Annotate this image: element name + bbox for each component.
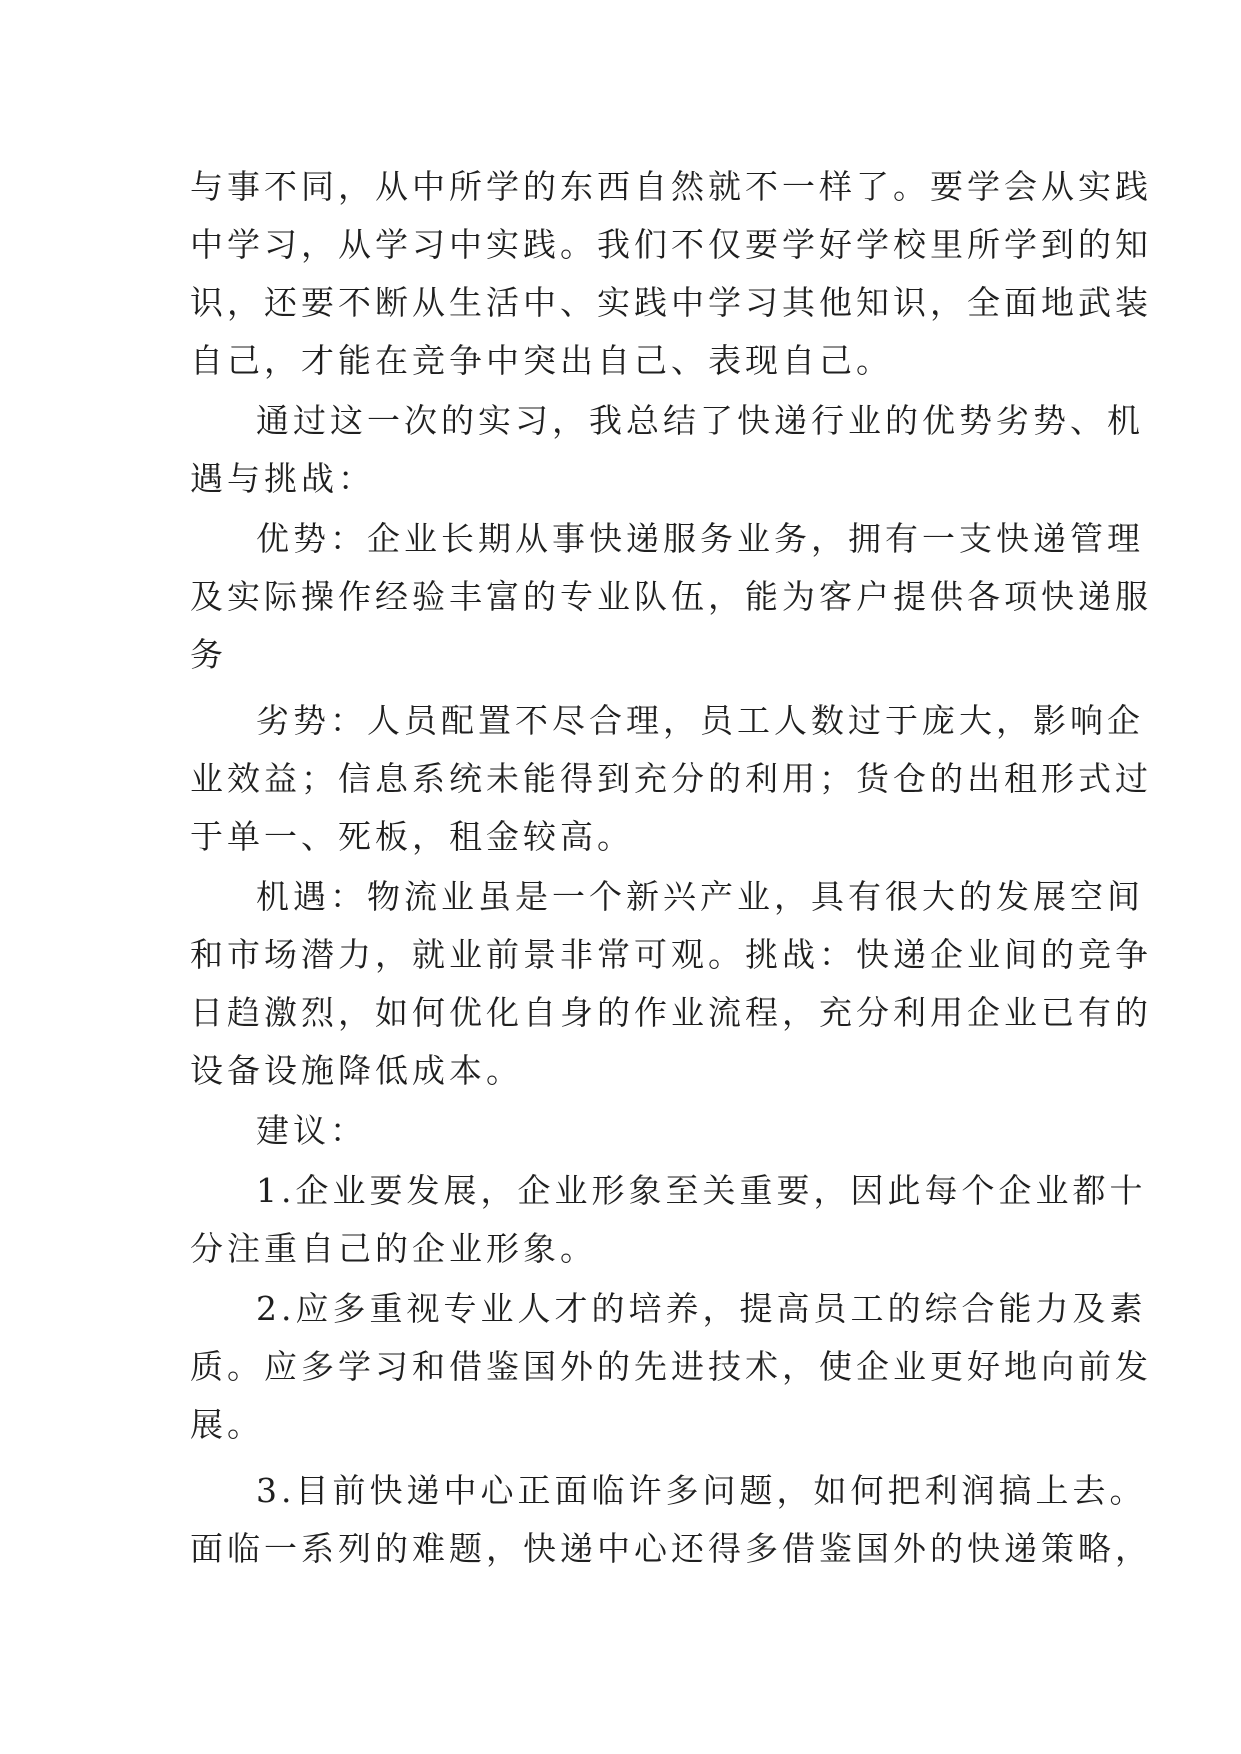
paragraph-start-line: 优势：企业长期从事快递服务业务，拥有一支快递管理	[256, 519, 1144, 558]
paragraph-start-line: 通过这一次的实习，我总结了快递行业的优势劣势、机	[256, 401, 1144, 440]
text-line: 面临一系列的难题，快递中心还得多借鉴国外的快递策略，	[190, 1529, 1152, 1568]
text-line: 设备设施降低成本。	[190, 1051, 523, 1090]
list-item-line: 1.企业要发展，企业形象至关重要，因此每个企业都十	[256, 1171, 1147, 1210]
text-line: 及实际操作经验丰富的专业队伍，能为客户提供各项快递服	[190, 577, 1152, 616]
text-line: 业效益；信息系统未能得到充分的利用；货仓的出租形式过	[190, 759, 1152, 798]
text-line: 展。	[190, 1405, 264, 1444]
text-line: 自己，才能在竞争中突出自己、表现自己。	[190, 341, 893, 380]
text-line: 中学习，从学习中实践。我们不仅要学好学校里所学到的知	[190, 225, 1152, 264]
paragraph-start-line: 机遇：物流业虽是一个新兴产业，具有很大的发展空间	[256, 877, 1144, 916]
list-item-line: 2.应多重视专业人才的培养，提高员工的综合能力及素	[256, 1289, 1147, 1328]
text-line: 务	[190, 635, 227, 674]
paragraph-start-line: 劣势：人员配置不尽合理，员工人数过于庞大，影响企	[256, 701, 1144, 740]
text-line: 与事不同，从中所学的东西自然就不一样了。要学会从实践	[190, 167, 1152, 206]
text-line: 于单一、死板，租金较高。	[190, 817, 634, 856]
list-item-line: 3.目前快递中心正面临许多问题，如何把利润搞上去。	[256, 1471, 1147, 1510]
text-line: 分注重自己的企业形象。	[190, 1229, 597, 1268]
text-line: 和市场潜力，就业前景非常可观。挑战：快递企业间的竞争	[190, 935, 1152, 974]
paragraph-start-line: 建议：	[256, 1111, 367, 1150]
text-line: 日趋激烈，如何优化自身的作业流程，充分利用企业已有的	[190, 993, 1152, 1032]
text-line: 质。应多学习和借鉴国外的先进技术，使企业更好地向前发	[190, 1347, 1152, 1386]
document-body	[190, 158, 1152, 1578]
text-line: 识，还要不断从生活中、实践中学习其他知识，全面地武装	[190, 283, 1152, 322]
text-line: 遇与挑战：	[190, 459, 375, 498]
